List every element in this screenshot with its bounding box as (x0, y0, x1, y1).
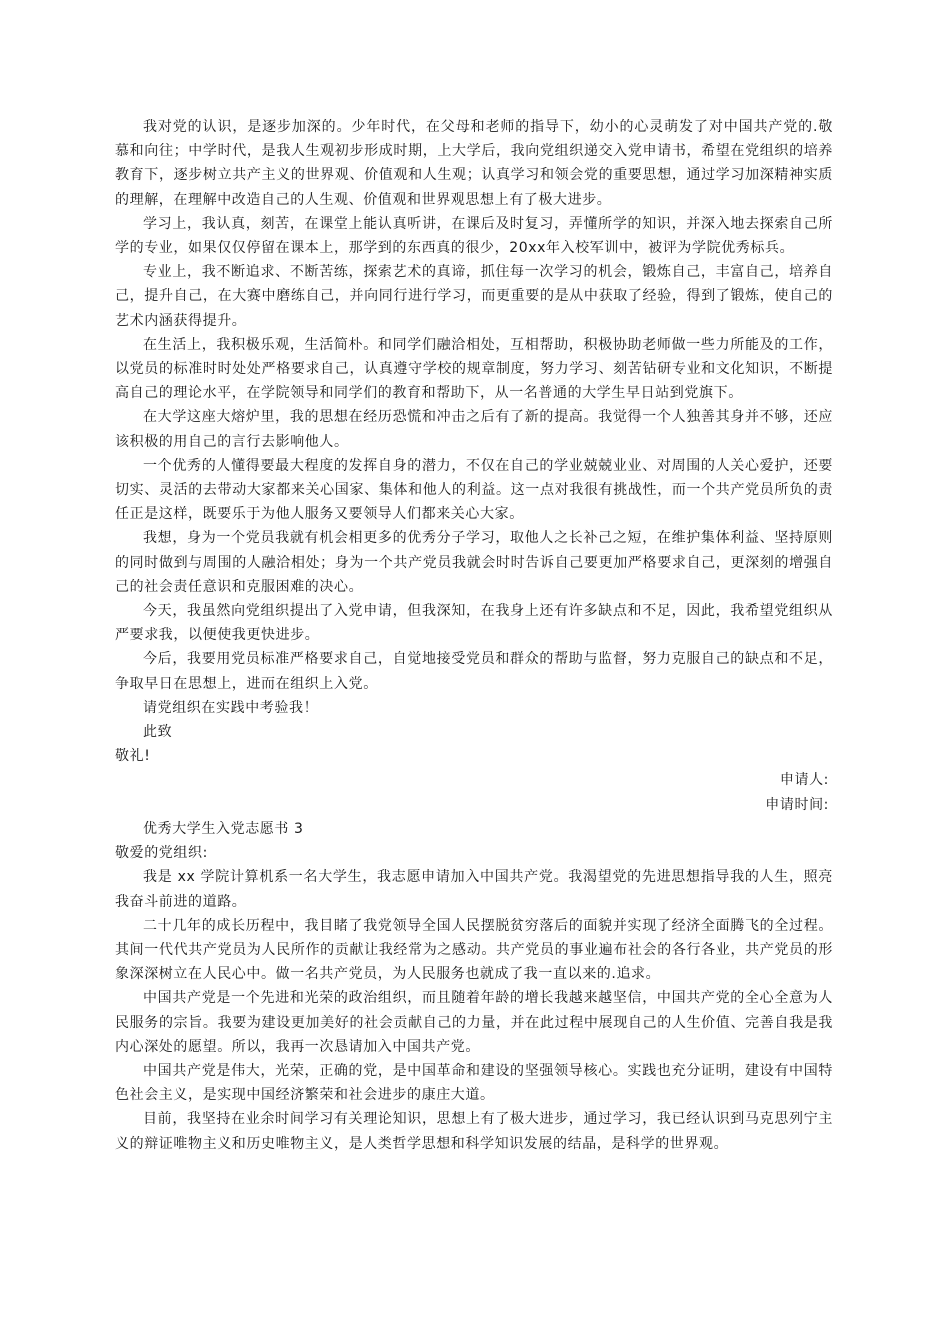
paragraph: 一个优秀的人懂得要最大程度的发挥自身的潜力，不仅在自己的学业兢兢业业、对周围的人关心爱护，还要切实、灵活的去带动大家都来关心国家、集体和他人的利益。这一点对我很有挑战性，而一个共产党员所负的责任正是这样，既要乐于为他人服务又要领导人们都来关心大家。 (115, 457, 833, 523)
paragraph: 今后，我要用党员标准严格要求自己，自觉地接受党员和群众的帮助与监督，努力克服自己的缺点和不足，争取早日在思想上，进而在组织上入党。 (115, 651, 833, 692)
paragraph: 在生活上，我积极乐观，生活简朴。和同学们融洽相处，互相帮助，积极协助老师做一些力所能及的工作，以党员的标准时时处处严格要求自己，认真遵守学校的规章制度，努力学习、刻苦钻研专业和文化知识，不断提高自己的理论水平，在学院领导和同学们的教育和帮助下，从一名普通的大学生早日站到党旗下。 (115, 336, 833, 402)
paragraph: 中国共产党是一个先进和光荣的政治组织，而且随着年龄的增长我越来越坚信，中国共产党的全心全意为人民服务的宗旨。我要为建设更加美好的社会贡献自己的力量，并在此过程中展现自己的人生价值、完善自我是我内心深处的愿望。所以，我再一次恳请加入中国共产党。 (115, 990, 833, 1055)
paragraph: 中国共产党是伟大，光荣，正确的党，是中国革命和建设的坚强领导核心。实践也充分证明，建设有中国特色社会主义，是实现中国经济繁荣和社会进步的康庄大道。 (115, 1062, 833, 1104)
closing-text: 此致 (143, 724, 173, 741)
paragraph: 专业上，我不断追求、不断苦练，探索艺术的真谛，抓住每一次学习的机会，锻炼自己，丰富自己，培养自己，提升自己，在大赛中磨练自己，并向同行进行学习，而更重要的是从中获取了经验，得到了锻炼，使自己的艺术内涵获得提升。 (115, 264, 833, 329)
document-page (115, 115, 833, 1156)
paragraph: 学习上，我认真，刻苦，在课堂上能认真听讲，在课后及时复习，弄懂所学的知识，并深入地去探索自己所学的专业，如果仅仅停留在课本上，那学到的东西真的很少，20xx年入校军训中，被评为学院优秀标兵。 (115, 215, 833, 257)
applicant-label: 申请人: (779, 772, 829, 789)
paragraph: 二十几年的成长历程中，我目睹了我党领导全国人民摆脱贫穷落后的面貌并实现了经济全面腾飞的全过程。其间一代代共产党员为人民所作的贡献让我经常为之感动。共产党员的事业遍布社会的各行各业，共产党员的形象深深树立在人民心中。做一名共产党员，为人民服务也就成了我一直以来的.追求。 (115, 917, 833, 983)
paragraph: 目前，我坚持在业余时间学习有关理论知识，思想上有了极大进步，通过学习，我已经认识到马克思列宁主义的辩证唯物主义和历史唯物主义，是人类哲学思想和科学知识发展的结晶，是科学的世界观。 (115, 1111, 833, 1152)
date-label: 申请时间: (765, 796, 829, 813)
salute-text: 敬礼! (115, 748, 151, 765)
paragraph: 请党组织在实践中考验我！ (143, 699, 319, 716)
greeting: 敬爱的党组织: (115, 845, 208, 862)
paragraph: 我想，身为一个党员我就有机会相更多的优秀分子学习，取他人之长补己之短，在维护集体利益、坚持原则的同时做到与周围的人融洽相处；身为一个共产党员我就会时时告诉自己要更加严格要求自己，更深刻的增强自己的社会责任意识和克服困难的决心。 (115, 530, 833, 595)
paragraph: 我对党的认识，是逐步加深的。少年时代，在父母和老师的指导下，幼小的心灵萌发了对中国共产党的.敬慕和向往；中学时代，是我人生观初步形成时期，上大学后，我向党组织递交入党申请书，希望在党组织的培养教育下，逐步树立共产主义的世界观、价值观和人生观；认真学习和领会党的重要思想，通过学习加深精神实质的理解，在理解中改造自己的人生观、价值观和世界观思想上有了极大进步。 (115, 119, 833, 208)
section-title: 优秀大学生入党志愿书 3 (143, 820, 304, 837)
paragraph: 在大学这座大熔炉里，我的思想在经历恐慌和冲击之后有了新的提高。我觉得一个人独善其身并不够，还应该积极的用自己的言行去影响他人。 (115, 409, 833, 450)
paragraph: 今天，我虽然向党组织提出了入党申请，但我深知，在我身上还有许多缺点和不足，因此，我希望党组织从严要求我，以便使我更快进步。 (115, 603, 833, 644)
paragraph: 我是 xx 学院计算机系一名大学生，我志愿申请加入中国共产党。我渴望党的先进思想指导我的人生，照亮我奋斗前进的道路。 (115, 869, 833, 910)
